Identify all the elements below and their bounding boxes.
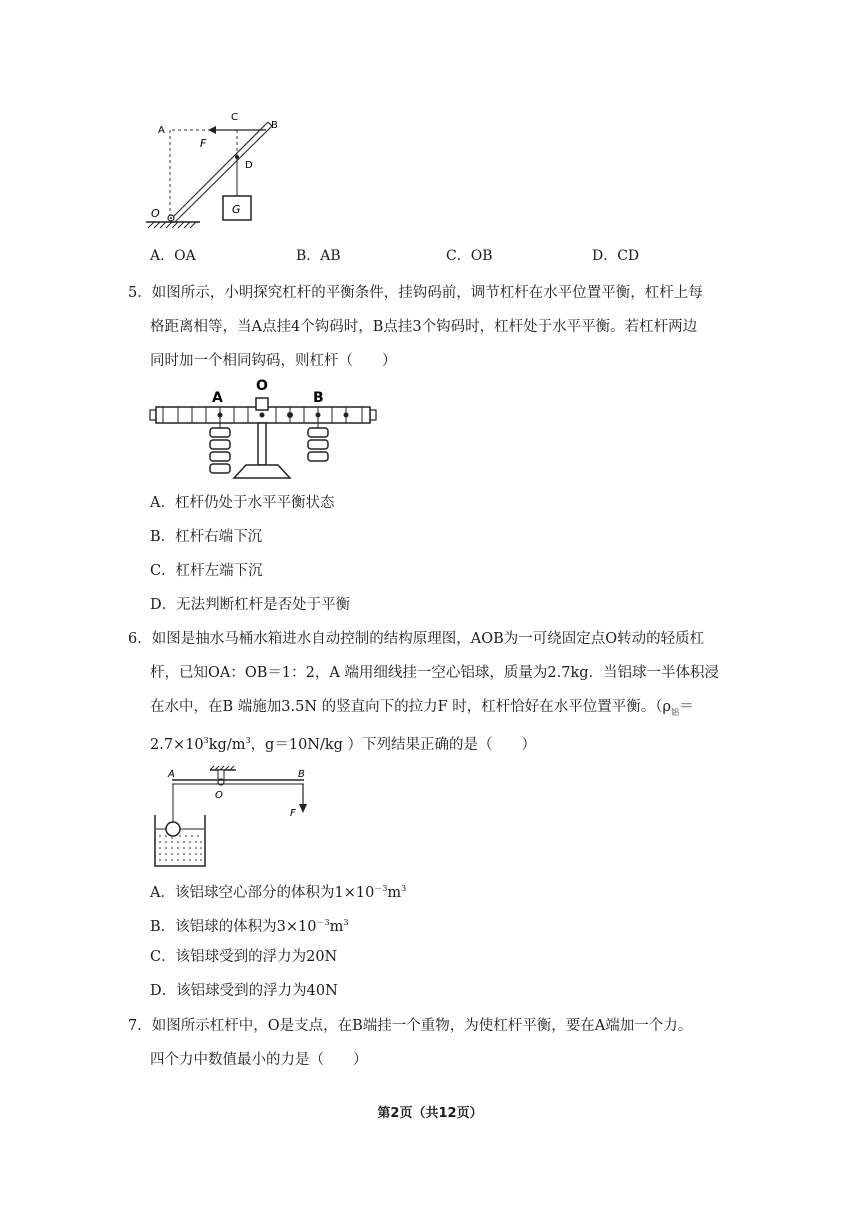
q6-line-1: 6．如图是抽水马桶水箱进水自动控制的结构原理图，AOB为一可绕固定点O转动的轻质杠 [128, 631, 705, 647]
aluminum-ball [166, 822, 180, 836]
q5-line-1: 5．如图所示，小明探究杠杆的平衡条件，挂钩码前，调节杠杆在水平位置平衡，杠杆上每 [128, 285, 703, 301]
q5-line-2: 格距离相等，当A点挂4个钩码时，B点挂3个钩码时，杠杆处于水平平衡。若杠杆两边 [150, 319, 698, 335]
q4-option-b: B．AB [296, 248, 341, 264]
ceiling-hatch [210, 766, 236, 770]
label-d: D [245, 160, 253, 171]
q6-option-c: C．该铝球受到的浮力为20N [150, 949, 338, 965]
label-a: A [158, 125, 165, 136]
q4-option-a: A．OA [150, 248, 196, 264]
q7-line-1: 7．如图所示杠杆中，O是支点，在B端挂一个重物，为使杠杆平衡，要在A端加一个力。 [128, 1018, 693, 1034]
page-footer: 第2页（共12页） [377, 1106, 483, 1121]
q4-option-c: C．OB [446, 248, 493, 264]
label-o: O [151, 207, 160, 220]
water [159, 835, 202, 861]
q7-line-2: 四个力中数值最小的力是（ ） [150, 1052, 368, 1068]
label-c: C [231, 112, 238, 123]
label-f: F [200, 137, 207, 150]
label-o: O [256, 378, 268, 394]
label-o: O [215, 790, 223, 801]
label-b: B [313, 390, 324, 406]
q5-option-a: A．杠杆仍处于水平平衡状态 [150, 495, 335, 511]
q5-option-c: C．杠杆左端下沉 [150, 563, 263, 579]
label-b: B [298, 769, 305, 780]
q5-option-b: B．杠杆右端下沉 [150, 529, 263, 545]
q6-option-a: A．该铝球空心部分的体积为$1\times 10^{-3}m^3$ [150, 884, 407, 901]
q6-option-d: D．该铝球受到的浮力为40N [150, 983, 338, 999]
label-f: F [290, 808, 296, 819]
label-a: A [168, 769, 175, 780]
q6-option-b: B．该铝球的体积为$3\times 10^{-3}m^3$ [150, 918, 349, 935]
force-arrow-f [299, 784, 307, 813]
label-g: G [232, 203, 241, 216]
q6-line-4: $2.7\times 10^3kg/m^3$，g＝10N/kg ）下列结果正确的是（ ） [150, 736, 537, 753]
q6-line-3: 在水中，在B 端施加3.5N 的竖直向下的拉力F 时，杠杆恰好在水平位置平衡。（$\rho_铝=$ [150, 699, 694, 717]
q5-option-d: D．无法判断杠杆是否处于平衡 [150, 597, 351, 613]
q5-line-3: 同时加一个相同钩码，则杠杆（ ） [150, 353, 397, 369]
q6-line-2: 杆，已知OA：OB＝1：2，A 端用细线挂一空心铝球，质量为2.7kg．当铝球一半体积浸 [150, 665, 720, 681]
label-b: B [271, 120, 278, 131]
q4-option-d: D．CD [592, 248, 640, 264]
label-a: A [212, 390, 223, 406]
water-container [155, 815, 205, 866]
